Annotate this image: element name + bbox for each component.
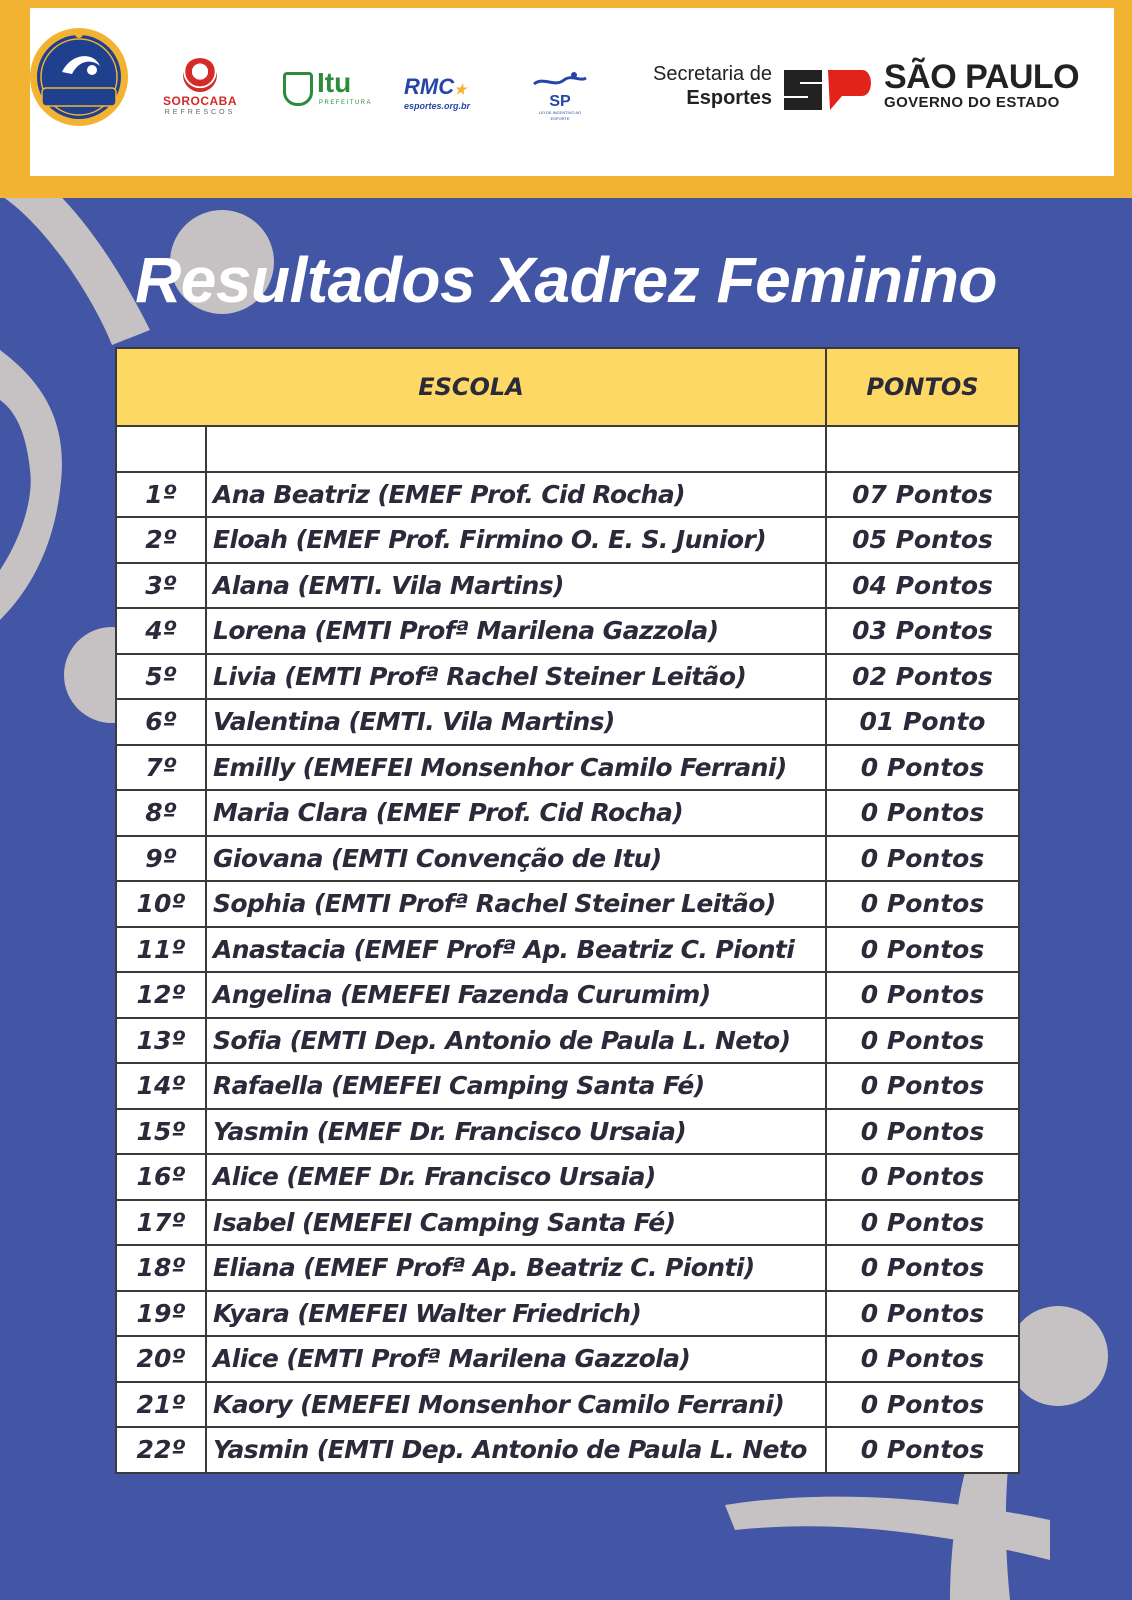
rank-cell: 12º bbox=[116, 972, 206, 1018]
points-cell: 0 Pontos bbox=[826, 1382, 1019, 1428]
table-row bbox=[116, 1427, 1019, 1473]
participant-cell: Yasmin (EMTI Dep. Antonio de Paula L. Neto bbox=[206, 1427, 826, 1473]
governo-line2: GOVERNO DO ESTADO bbox=[884, 94, 1060, 111]
rmc-name: RMC bbox=[404, 74, 455, 99]
column-header-escola: ESCOLA bbox=[116, 348, 826, 426]
sao-paulo-governo bbox=[884, 60, 1079, 112]
points-cell: 0 Pontos bbox=[826, 927, 1019, 973]
table-row bbox=[116, 1245, 1019, 1291]
swimmer-wave-icon bbox=[530, 70, 590, 90]
rank-cell: 16º bbox=[116, 1154, 206, 1200]
participant-cell: Giovana (EMTI Convenção de Itu) bbox=[206, 836, 826, 882]
rank-cell: 20º bbox=[116, 1336, 206, 1382]
points-cell: 0 Pontos bbox=[826, 790, 1019, 836]
table-row bbox=[116, 1109, 1019, 1155]
participant-cell: Valentina (EMTI. Vila Martins) bbox=[206, 699, 826, 745]
points-cell: 0 Pontos bbox=[826, 1018, 1019, 1064]
points-cell: 0 Pontos bbox=[826, 1109, 1019, 1155]
table-spacer-row bbox=[116, 426, 1019, 472]
points-cell: 0 Pontos bbox=[826, 1336, 1019, 1382]
table-row bbox=[116, 563, 1019, 609]
points-cell: 0 Pontos bbox=[826, 836, 1019, 882]
rank-cell: 5º bbox=[116, 654, 206, 700]
table-row bbox=[116, 972, 1019, 1018]
table-row bbox=[116, 1291, 1019, 1337]
rank-cell: 2º bbox=[116, 517, 206, 563]
table-header-row bbox=[116, 348, 1019, 426]
table-row bbox=[116, 699, 1019, 745]
rank-cell: 21º bbox=[116, 1382, 206, 1428]
sorocaba-can-icon bbox=[183, 58, 217, 92]
participant-cell: Eloah (EMEF Prof. Firmino O. E. S. Junior) bbox=[206, 517, 826, 563]
participant-cell: Alice (EMTI Profª Marilena Gazzola) bbox=[206, 1336, 826, 1382]
table-body bbox=[116, 426, 1019, 1473]
table-row bbox=[116, 881, 1019, 927]
secretaria-line1: Secretaria de bbox=[653, 63, 772, 85]
table-row bbox=[116, 927, 1019, 973]
points-cell: 01 Ponto bbox=[826, 699, 1019, 745]
rank-cell: 14º bbox=[116, 1063, 206, 1109]
rank-cell: 7º bbox=[116, 745, 206, 791]
sp-incentivo-logo bbox=[530, 70, 590, 120]
points-cell: 04 Pontos bbox=[826, 563, 1019, 609]
rank-cell: 22º bbox=[116, 1427, 206, 1473]
participant-cell: Anastacia (EMEF Profª Ap. Beatriz C. Pionti bbox=[206, 927, 826, 973]
points-cell: 05 Pontos bbox=[826, 517, 1019, 563]
itu-subtitle: PREFEITURA bbox=[319, 100, 373, 106]
table-row bbox=[116, 517, 1019, 563]
table-row bbox=[116, 1154, 1019, 1200]
participant-cell: Livia (EMTI Profª Rachel Steiner Leitão) bbox=[206, 654, 826, 700]
participant-cell: Isabel (EMEFEI Camping Santa Fé) bbox=[206, 1200, 826, 1246]
rank-cell: 4º bbox=[116, 608, 206, 654]
table-row bbox=[116, 608, 1019, 654]
rank-cell: 6º bbox=[116, 699, 206, 745]
rank-cell: 19º bbox=[116, 1291, 206, 1337]
participant-cell: Kyara (EMEFEI Walter Friedrich) bbox=[206, 1291, 826, 1337]
rank-cell: 1º bbox=[116, 472, 206, 518]
rank-cell: 13º bbox=[116, 1018, 206, 1064]
jogos-estudantis-logo bbox=[28, 26, 130, 128]
participant-cell: Lorena (EMTI Profª Marilena Gazzola) bbox=[206, 608, 826, 654]
page-title: Resultados Xadrez Feminino bbox=[135, 244, 997, 316]
points-cell: 0 Pontos bbox=[826, 1427, 1019, 1473]
participant-cell: Rafaella (EMEFEI Camping Santa Fé) bbox=[206, 1063, 826, 1109]
points-cell: 07 Pontos bbox=[826, 472, 1019, 518]
participant-cell: Maria Clara (EMEF Prof. Cid Rocha) bbox=[206, 790, 826, 836]
table-row bbox=[116, 1336, 1019, 1382]
points-cell: 0 Pontos bbox=[826, 1200, 1019, 1246]
rank-cell: 9º bbox=[116, 836, 206, 882]
table-row bbox=[116, 472, 1019, 518]
itu-prefeitura-logo bbox=[283, 67, 373, 116]
rank-cell: 15º bbox=[116, 1109, 206, 1155]
participant-cell: Emilly (EMEFEI Monsenhor Camilo Ferrani) bbox=[206, 745, 826, 791]
sorocaba-name: SOROCABA bbox=[162, 94, 237, 108]
governo-line1: SÃO PAULO bbox=[884, 58, 1080, 96]
participant-cell: Sophia (EMTI Profª Rachel Steiner Leitão) bbox=[206, 881, 826, 927]
table-row bbox=[116, 790, 1019, 836]
results-table bbox=[115, 347, 1020, 1474]
sp-incentivo-name: SP bbox=[549, 93, 571, 110]
participant-cell: Angelina (EMEFEI Fazenda Curumim) bbox=[206, 972, 826, 1018]
table-row bbox=[116, 1018, 1019, 1064]
rank-cell: 3º bbox=[116, 563, 206, 609]
table-row bbox=[116, 1200, 1019, 1246]
star-icon: ★ bbox=[454, 81, 467, 97]
participant-cell: Yasmin (EMEF Dr. Francisco Ursaia) bbox=[206, 1109, 826, 1155]
points-cell: 0 Pontos bbox=[826, 745, 1019, 791]
points-cell: 0 Pontos bbox=[826, 1063, 1019, 1109]
points-cell: 03 Pontos bbox=[826, 608, 1019, 654]
participant-cell: Eliana (EMEF Profª Ap. Beatriz C. Pionti) bbox=[206, 1245, 826, 1291]
rank-cell: 11º bbox=[116, 927, 206, 973]
rank-cell: 18º bbox=[116, 1245, 206, 1291]
table-row bbox=[116, 654, 1019, 700]
points-cell: 0 Pontos bbox=[826, 1154, 1019, 1200]
points-cell: 0 Pontos bbox=[826, 1245, 1019, 1291]
sorocaba-tagline: REFRESCOS bbox=[164, 109, 236, 116]
table-row bbox=[116, 1063, 1019, 1109]
table-row bbox=[116, 836, 1019, 882]
participant-cell: Alana (EMTI. Vila Martins) bbox=[206, 563, 826, 609]
points-cell: 02 Pontos bbox=[826, 654, 1019, 700]
secretaria-line2: Esportes bbox=[686, 87, 772, 109]
itu-crest-icon bbox=[283, 72, 313, 106]
table-row bbox=[116, 745, 1019, 791]
points-cell: 0 Pontos bbox=[826, 1291, 1019, 1337]
points-cell: 0 Pontos bbox=[826, 972, 1019, 1018]
participant-cell: Kaory (EMEFEI Monsenhor Camilo Ferrani) bbox=[206, 1382, 826, 1428]
sorocaba-refrescos-logo bbox=[160, 58, 240, 120]
sp-incentivo-tagline: LEI DE INCENTIVO AO ESPORTE bbox=[538, 110, 582, 121]
sp-government-mark-icon bbox=[782, 64, 876, 114]
points-cell: 0 Pontos bbox=[826, 881, 1019, 927]
participant-cell: Ana Beatriz (EMEF Prof. Cid Rocha) bbox=[206, 472, 826, 518]
itu-name: Itu bbox=[317, 67, 352, 98]
rmc-esportes-logo bbox=[404, 76, 484, 116]
column-header-pontos: PONTOS bbox=[826, 348, 1019, 426]
rmc-url: esportes.org.br bbox=[404, 101, 471, 111]
rank-cell: 17º bbox=[116, 1200, 206, 1246]
secretaria-esportes bbox=[620, 62, 772, 110]
participant-cell: Sofia (EMTI Dep. Antonio de Paula L. Neto) bbox=[206, 1018, 826, 1064]
participant-cell: Alice (EMEF Dr. Francisco Ursaia) bbox=[206, 1154, 826, 1200]
rank-cell: 10º bbox=[116, 881, 206, 927]
table-row bbox=[116, 1382, 1019, 1428]
rank-cell: 8º bbox=[116, 790, 206, 836]
